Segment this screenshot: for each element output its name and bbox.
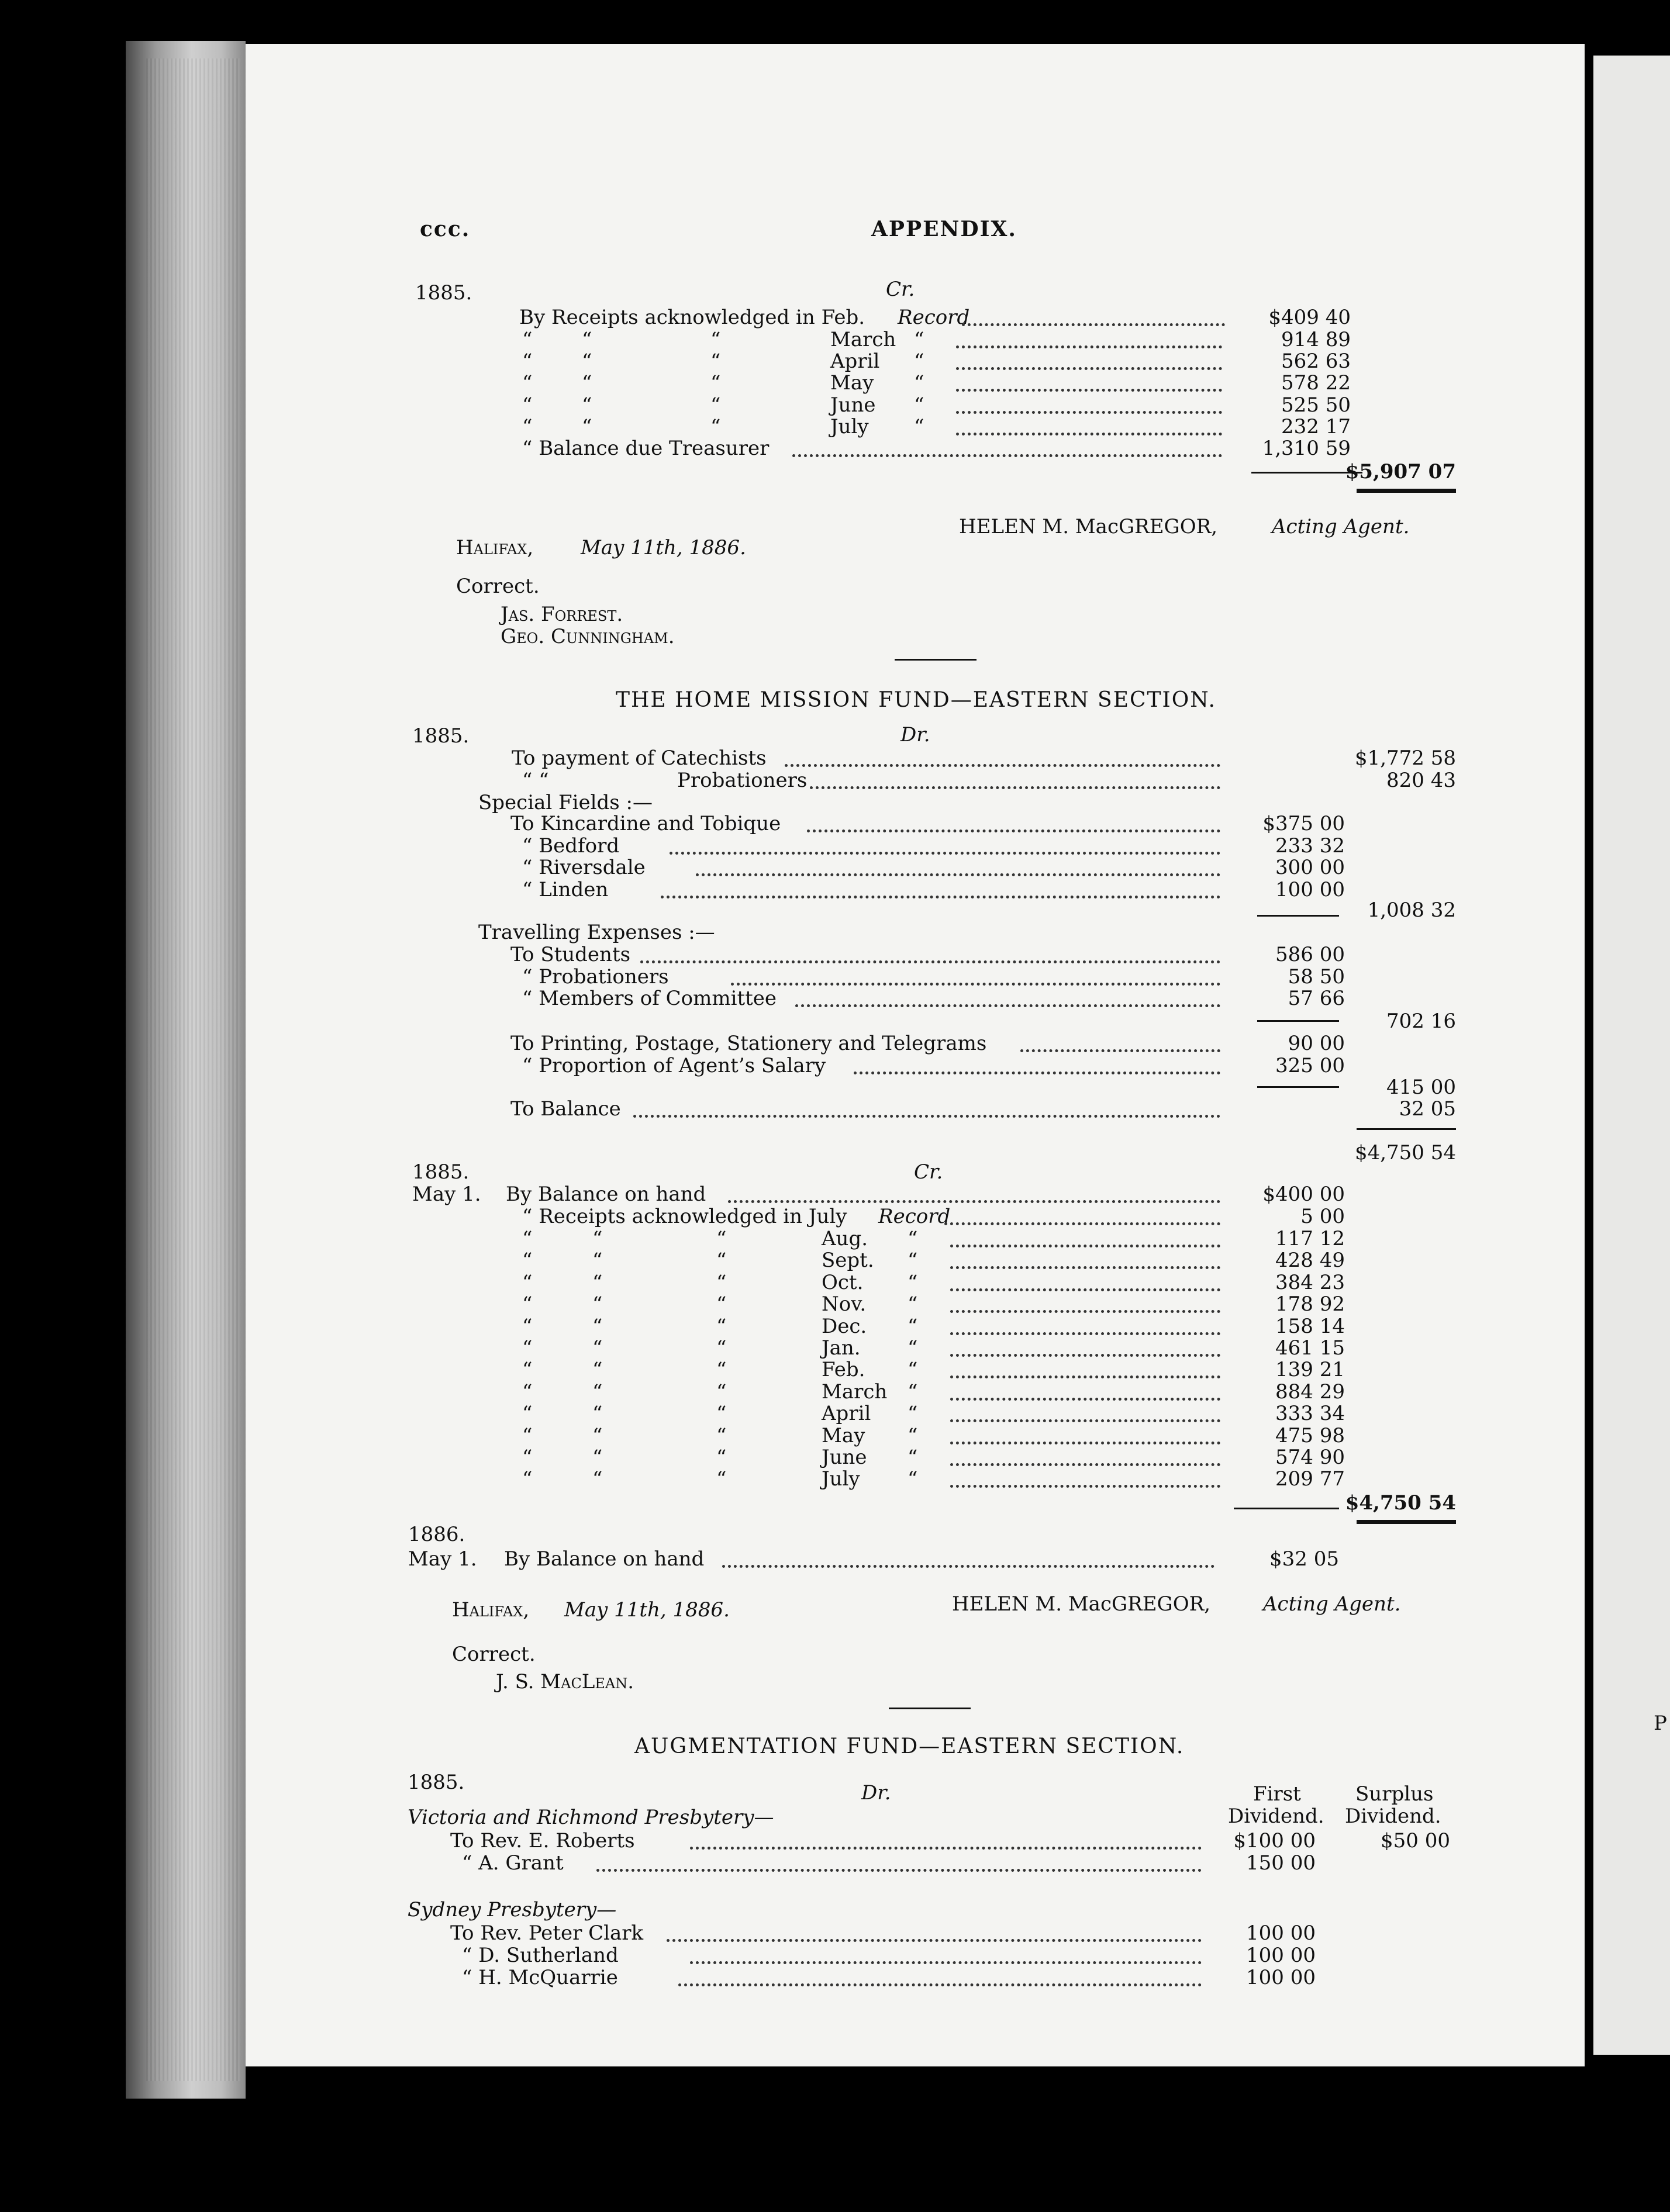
sec2-fields-total: 1,008 32 xyxy=(1367,898,1456,922)
sec2-balance-amt: 32 05 xyxy=(1399,1097,1456,1121)
sec2-date2: May 1. xyxy=(408,1547,477,1571)
leader-dots xyxy=(950,1463,1220,1466)
sec3-presbytery-2: Sydney Presbytery— xyxy=(408,1898,617,1921)
sec2-correct: Correct. xyxy=(452,1643,536,1666)
sec3-presbytery-1: Victoria and Richmond Presbytery— xyxy=(408,1806,774,1829)
sec2-field-label: “ Riversdale xyxy=(522,856,646,879)
ditto-mark: “ xyxy=(522,1249,533,1273)
sum-rule xyxy=(1357,1128,1456,1130)
ditto-mark: “ xyxy=(710,393,721,417)
ditto-mark: “ xyxy=(716,1292,727,1316)
ditto-mark: “ xyxy=(592,1227,603,1250)
leader-dots xyxy=(807,829,1220,832)
leader-dots xyxy=(950,1245,1220,1247)
sec2-receipt-month: June xyxy=(822,1446,867,1469)
leader-dots xyxy=(950,1266,1220,1269)
sec1-month: April xyxy=(830,350,880,374)
leader-dots xyxy=(956,433,1222,436)
leader-dots xyxy=(950,1288,1220,1291)
ditto-mark: “ xyxy=(592,1467,603,1491)
ditto-mark: “ xyxy=(710,350,721,374)
sec2-auditor: J. S. MacLean. xyxy=(496,1670,634,1693)
sec2-bal-on-hand-amt: $400 00 xyxy=(1262,1183,1345,1206)
ditto-mark: “ xyxy=(522,414,533,438)
sec2-field-label: “ Linden xyxy=(522,877,609,901)
ditto-mark: “ xyxy=(582,371,592,395)
ditto-mark: “ xyxy=(592,1380,603,1404)
sec2-receipts: “ Receipts acknowledged in July xyxy=(522,1205,847,1228)
sec2-probationers-amt: 820 43 xyxy=(1386,769,1456,792)
sec2-signer-title: Acting Agent. xyxy=(1263,1592,1401,1616)
ditto-mark: “ xyxy=(522,1314,533,1338)
ditto-mark: “ xyxy=(592,1402,603,1426)
ditto-mark: “ xyxy=(914,350,924,374)
sec3-row-label: To Rev. Peter Clark xyxy=(450,1921,644,1945)
leader-dots xyxy=(670,852,1220,855)
section-divider xyxy=(895,659,977,661)
sec2-receipt-month: Feb. xyxy=(822,1358,865,1382)
sec1-line1: By Receipts acknowledged in Feb. xyxy=(519,306,865,329)
ditto-mark: “ xyxy=(582,328,592,351)
ditto-mark: “ xyxy=(908,1314,918,1338)
sec2-cr-year: 1885. xyxy=(412,1160,470,1184)
sec2-receipt-amt: 475 98 xyxy=(1275,1423,1345,1447)
ditto-mark: “ xyxy=(716,1314,727,1338)
ditto-mark: “ xyxy=(592,1336,603,1360)
leader-dots xyxy=(667,1939,1202,1942)
facing-page xyxy=(1593,56,1670,2055)
leader-dots xyxy=(792,454,1222,457)
leader-dots xyxy=(956,345,1222,348)
sec1-amount: 525 50 xyxy=(1281,393,1351,417)
page-title: APPENDIX. xyxy=(871,217,1017,241)
sec2-travel-amt: 57 66 xyxy=(1288,987,1345,1010)
sec1-year: 1885. xyxy=(415,281,472,305)
sec3-row-label: “ H. McQuarrie xyxy=(462,1966,618,1989)
sec3-first-dividend: 150 00 xyxy=(1246,1851,1316,1875)
ditto-mark: “ xyxy=(582,350,592,374)
ditto-mark: “ xyxy=(716,1380,727,1404)
ditto-mark: “ xyxy=(522,393,533,417)
ditto-mark: “ xyxy=(914,328,924,351)
sec2-travel-amt: 586 00 xyxy=(1275,943,1345,966)
ditto-mark: “ xyxy=(592,1314,603,1338)
sec1-record: Record xyxy=(898,306,970,329)
sec1-balance-label: “ Balance due Treasurer xyxy=(522,437,770,460)
sec3-first-dividend: 100 00 xyxy=(1246,1921,1316,1945)
leader-dots xyxy=(950,1332,1220,1335)
sec2-ditto: “ “ xyxy=(522,769,549,792)
sec1-amount-0: $409 40 xyxy=(1268,306,1351,329)
sec3-first-dividend: $100 00 xyxy=(1233,1829,1316,1852)
ditto-mark: “ xyxy=(908,1467,918,1491)
ditto-mark: “ xyxy=(914,371,924,395)
leader-dots xyxy=(950,1354,1220,1357)
ditto-mark: “ xyxy=(914,414,924,438)
sec2-record: Record xyxy=(878,1205,951,1228)
sec1-correct: Correct. xyxy=(456,575,540,598)
sum-rule xyxy=(1234,1508,1339,1509)
sec2-cr-total: $4,750 54 xyxy=(1345,1491,1456,1515)
ditto-mark: “ xyxy=(522,1358,533,1382)
leader-dots xyxy=(950,1398,1220,1401)
leader-dots xyxy=(956,411,1222,414)
sec3-dr-label: Dr. xyxy=(861,1781,891,1805)
sec2-bal2-amt: $32 05 xyxy=(1269,1547,1339,1571)
leader-dots xyxy=(1020,1049,1220,1052)
sec2-balance: To Balance xyxy=(510,1097,621,1121)
ditto-mark: “ xyxy=(908,1270,918,1294)
sec3-surplus-dividend: $50 00 xyxy=(1381,1829,1450,1852)
sec2-date: May 11th, 1886. xyxy=(564,1598,730,1622)
sec3-row-label: “ A. Grant xyxy=(462,1851,564,1875)
sec2-travelling: Travelling Expenses :— xyxy=(478,921,715,944)
total-double-rule xyxy=(1357,489,1456,493)
ditto-mark: “ xyxy=(522,1446,533,1469)
sec2-field-label: “ Bedford xyxy=(522,834,620,858)
total-double-rule xyxy=(1357,1520,1456,1524)
ditto-mark: “ xyxy=(522,1292,533,1316)
sec3-year: 1885. xyxy=(408,1771,465,1794)
ditto-mark: “ xyxy=(522,1467,533,1491)
ditto-mark: “ xyxy=(522,1402,533,1426)
ditto-mark: “ xyxy=(710,371,721,395)
sec2-receipt-amt: 209 77 xyxy=(1275,1467,1345,1491)
sec2-year2: 1886. xyxy=(408,1523,465,1546)
sec1-place: Halifax, xyxy=(456,536,534,559)
sec2-bal2: By Balance on hand xyxy=(504,1547,705,1571)
sec2-receipts-first-amt: 5 00 xyxy=(1300,1205,1345,1228)
sec2-receipt-month: May xyxy=(822,1423,865,1447)
sec2-travel-amt: 58 50 xyxy=(1288,965,1345,989)
sec2-field-amt: 100 00 xyxy=(1275,877,1345,901)
sec2-place: Halifax, xyxy=(452,1598,530,1622)
leader-dots xyxy=(854,1072,1220,1074)
sec3-col1-line2: Dividend. xyxy=(1228,1805,1324,1828)
sec2-receipt-amt: 574 90 xyxy=(1275,1446,1345,1469)
sec2-receipt-amt: 158 14 xyxy=(1275,1314,1345,1338)
leader-dots xyxy=(678,1983,1202,1986)
ditto-mark: “ xyxy=(908,1423,918,1447)
sec2-receipt-month: Oct. xyxy=(822,1270,864,1294)
sec2-cr-date: May 1. xyxy=(412,1183,481,1206)
sec2-salary: “ Proportion of Agent’s Salary xyxy=(522,1054,826,1077)
section-divider xyxy=(889,1708,971,1709)
sec1-signer-title: Acting Agent. xyxy=(1272,515,1410,538)
sec1-auditor-1: Jas. Forrest. xyxy=(501,603,623,626)
sec2-receipt-amt: 117 12 xyxy=(1275,1227,1345,1250)
sec2-title: THE HOME MISSION FUND—EASTERN SECTION. xyxy=(616,688,1216,712)
leader-dots xyxy=(633,1115,1220,1118)
sum-rule xyxy=(1257,1020,1339,1022)
sec1-amount: 914 89 xyxy=(1281,328,1351,351)
sec2-field-amt: 233 32 xyxy=(1275,834,1345,858)
ditto-mark: “ xyxy=(522,328,533,351)
leader-dots xyxy=(640,960,1220,963)
ditto-mark: “ xyxy=(908,1446,918,1469)
ditto-mark: “ xyxy=(592,1358,603,1382)
sec2-receipt-month: April xyxy=(822,1402,871,1426)
leader-dots xyxy=(956,389,1222,392)
ditto-mark: “ xyxy=(522,1380,533,1404)
sec2-travel-total: 702 16 xyxy=(1386,1010,1456,1033)
ditto-mark: “ xyxy=(522,1336,533,1360)
sum-rule xyxy=(1257,915,1339,917)
leader-dots xyxy=(596,1869,1202,1872)
leader-dots xyxy=(950,1375,1220,1378)
sec2-receipt-amt: 461 15 xyxy=(1275,1336,1345,1360)
ditto-mark: “ xyxy=(592,1446,603,1469)
sec2-receipt-amt: 333 34 xyxy=(1275,1402,1345,1426)
ditto-mark: “ xyxy=(592,1249,603,1273)
sec1-auditor-2: Geo. Cunningham. xyxy=(501,625,675,648)
sec2-probationers: Probationers xyxy=(677,769,808,792)
ditto-mark: “ xyxy=(716,1467,727,1491)
sec2-dr-total: $4,750 54 xyxy=(1354,1141,1456,1164)
ditto-mark: “ xyxy=(716,1423,727,1447)
page-edges xyxy=(146,58,240,2081)
ditto-mark: “ xyxy=(908,1380,918,1404)
sec2-bal-on-hand: By Balance on hand xyxy=(506,1183,706,1206)
sec2-travel-label: “ Probationers xyxy=(522,965,669,989)
leader-dots xyxy=(690,1847,1202,1850)
sec1-month: May xyxy=(830,371,874,395)
ditto-mark: “ xyxy=(716,1336,727,1360)
sec2-travel-label: To Students xyxy=(510,943,631,966)
leader-dots xyxy=(950,1310,1220,1313)
sec2-special-fields: Special Fields :— xyxy=(478,791,653,814)
ditto-mark: “ xyxy=(908,1249,918,1273)
ditto-mark: “ xyxy=(710,328,721,351)
sec1-amount: 232 17 xyxy=(1281,414,1351,438)
ditto-mark: “ xyxy=(592,1270,603,1294)
sec2-travel-label: “ Members of Committee xyxy=(522,987,777,1010)
sec2-dr-label: Dr. xyxy=(900,723,930,746)
ditto-mark: “ xyxy=(592,1423,603,1447)
ditto-mark: “ xyxy=(908,1358,918,1382)
ditto-mark: “ xyxy=(716,1358,727,1382)
sec2-receipt-month: March xyxy=(822,1380,888,1404)
ditto-mark: “ xyxy=(710,414,721,438)
sec3-col2-line1: Surplus xyxy=(1355,1782,1434,1806)
ditto-mark: “ xyxy=(908,1227,918,1250)
sec1-total: $5,907 07 xyxy=(1345,460,1456,483)
sec2-cr-label: Cr. xyxy=(914,1160,943,1184)
ditto-mark: “ xyxy=(914,393,924,417)
sec3-first-dividend: 100 00 xyxy=(1246,1944,1316,1967)
sec1-month: March xyxy=(830,328,896,351)
leader-dots xyxy=(944,1222,1220,1225)
leader-dots xyxy=(661,896,1220,898)
sec2-salary-amt: 325 00 xyxy=(1275,1054,1345,1077)
sec1-amount: 562 63 xyxy=(1281,350,1351,374)
leader-dots xyxy=(795,1004,1220,1007)
leader-dots xyxy=(690,1961,1202,1964)
sec1-date: May 11th, 1886. xyxy=(581,536,746,559)
sec3-col2-line2: Dividend. xyxy=(1345,1805,1441,1828)
ditto-mark: “ xyxy=(716,1402,727,1426)
ditto-mark: “ xyxy=(522,350,533,374)
sec2-printing: To Printing, Postage, Stationery and Telegrams xyxy=(510,1032,987,1055)
sec2-receipt-month: Aug. xyxy=(822,1227,868,1250)
ditto-mark: “ xyxy=(522,1227,533,1250)
ditto-mark: “ xyxy=(522,1270,533,1294)
sec3-first-dividend: 100 00 xyxy=(1246,1966,1316,1989)
sum-rule xyxy=(1257,1086,1339,1088)
sec2-signer: HELEN M. MacGREGOR, xyxy=(952,1592,1210,1616)
ditto-mark: “ xyxy=(908,1292,918,1316)
sec2-field-amt: 300 00 xyxy=(1275,856,1345,879)
leader-dots xyxy=(785,764,1220,767)
ditto-mark: “ xyxy=(908,1402,918,1426)
sec2-catechists: To payment of Catechists xyxy=(512,746,767,770)
sec3-title: AUGMENTATION FUND—EASTERN SECTION. xyxy=(634,1734,1185,1758)
leader-dots xyxy=(950,1419,1220,1422)
facing-page-letter: P xyxy=(1654,1712,1667,1735)
sec2-printing-amt: 90 00 xyxy=(1288,1032,1345,1055)
ditto-mark: “ xyxy=(522,1423,533,1447)
ditto-mark: “ xyxy=(522,371,533,395)
leader-dots xyxy=(956,367,1222,370)
leader-dots xyxy=(962,323,1225,326)
sec1-signer: HELEN M. MacGREGOR, xyxy=(959,515,1217,538)
sec2-year: 1885. xyxy=(412,724,470,748)
sec2-receipt-amt: 384 23 xyxy=(1275,1270,1345,1294)
sec3-row-label: To Rev. E. Roberts xyxy=(450,1829,635,1852)
ditto-mark: “ xyxy=(582,393,592,417)
sec2-field-amt: $375 00 xyxy=(1262,812,1345,835)
sec3-row-label: “ D. Sutherland xyxy=(462,1944,619,1967)
sec1-amount: 578 22 xyxy=(1281,371,1351,395)
ditto-mark: “ xyxy=(716,1270,727,1294)
ditto-mark: “ xyxy=(716,1249,727,1273)
leader-dots xyxy=(696,873,1220,876)
leader-dots xyxy=(950,1485,1220,1488)
leader-dots xyxy=(731,983,1220,986)
leader-dots xyxy=(728,1200,1220,1203)
ditto-mark: “ xyxy=(592,1292,603,1316)
leader-dots xyxy=(950,1442,1220,1444)
sec1-month: July xyxy=(830,414,869,438)
sec2-receipt-month: Jan. xyxy=(822,1336,861,1360)
ditto-mark: “ xyxy=(582,414,592,438)
sec1-month: June xyxy=(830,393,876,417)
sec2-receipt-month: July xyxy=(822,1467,860,1491)
leader-dots xyxy=(722,1565,1214,1568)
sec2-receipt-amt: 428 49 xyxy=(1275,1249,1345,1273)
sec3-col1-line1: First xyxy=(1253,1782,1301,1806)
sec2-receipt-month: Sept. xyxy=(822,1249,874,1273)
sec2-receipt-month: Nov. xyxy=(822,1292,867,1316)
sec1-cr-label: Cr. xyxy=(886,278,915,301)
page-number: ccc. xyxy=(420,217,471,241)
leader-dots xyxy=(810,786,1220,789)
sec2-field-label: To Kincardine and Tobique xyxy=(510,812,781,835)
sec2-receipt-amt: 884 29 xyxy=(1275,1380,1345,1404)
ditto-mark: “ xyxy=(908,1336,918,1360)
sec2-receipt-amt: 139 21 xyxy=(1275,1358,1345,1382)
sec1-balance-amt: 1,310 59 xyxy=(1262,437,1351,460)
sec2-catechists-amt: $1,772 58 xyxy=(1354,746,1456,770)
sec2-receipt-month: Dec. xyxy=(822,1314,867,1338)
ditto-mark: “ xyxy=(716,1227,727,1250)
sec2-receipt-amt: 178 92 xyxy=(1275,1292,1345,1316)
sec2-misc-total: 415 00 xyxy=(1386,1076,1456,1099)
ditto-mark: “ xyxy=(716,1446,727,1469)
